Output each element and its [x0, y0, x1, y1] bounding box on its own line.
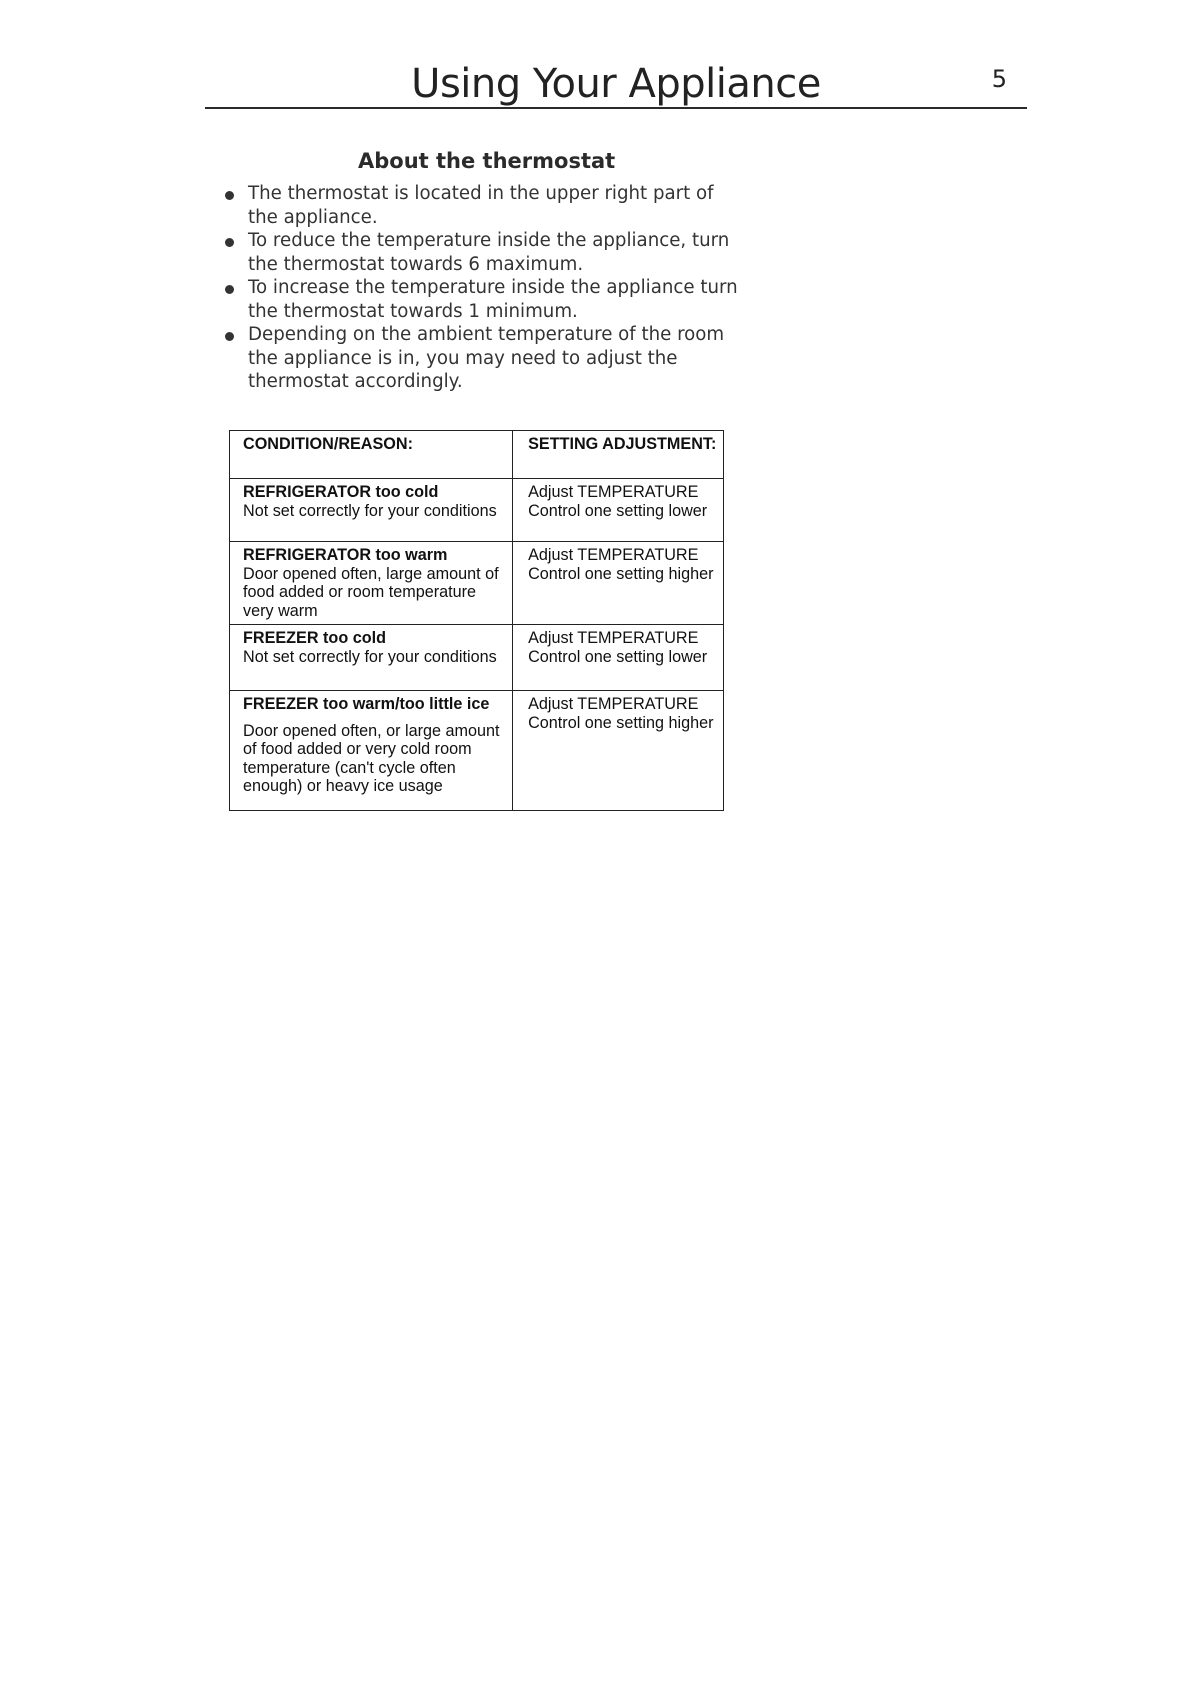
settings-table: [229, 430, 724, 811]
adjustment-cell: Adjust TEMPERATURE Control one setting lower: [513, 479, 724, 542]
bullet-dot-icon: [225, 332, 234, 341]
condition-detail: Not set correctly for your conditions: [243, 647, 497, 666]
condition-title: FREEZER too cold: [243, 629, 386, 647]
table-row: [230, 479, 724, 542]
bullet-text: Depending on the ambient temperature of the room the appliance is in, you may need to adjust the thermostat accordingly.: [248, 324, 725, 392]
bullet-text: The thermostat is located in the upper right part of the appliance.: [248, 183, 714, 228]
table-row: [230, 542, 724, 625]
adjustment-cell: Adjust TEMPERATURE Control one setting higher: [513, 542, 724, 625]
condition-detail: Door opened often, large amount of food added or room temperature very warm: [243, 564, 499, 620]
condition-cell: [230, 625, 513, 691]
bullet-dot-icon: [225, 285, 234, 294]
page-header: [205, 60, 1027, 110]
page-title: Using Your Appliance: [411, 61, 821, 107]
table-row: [230, 691, 724, 811]
bullet-item: [224, 182, 744, 229]
table-row: [230, 625, 724, 691]
condition-detail: Not set correctly for your conditions: [243, 501, 497, 520]
condition-title: REFRIGERATOR too cold: [243, 483, 439, 501]
spacer: [243, 714, 510, 722]
condition-detail: Door opened often, or large amount of food added or very cold room temperature (can't cycle often enough) or heavy ice usage: [243, 721, 500, 795]
header-condition: CONDITION/REASON:: [230, 431, 513, 479]
condition-cell: [230, 691, 513, 811]
adjustment-cell: Adjust TEMPERATURE Control one setting higher: [513, 691, 724, 811]
bullet-dot-icon: [225, 238, 234, 247]
header-adjustment: SETTING ADJUSTMENT:: [513, 431, 724, 479]
table-header-row: [230, 431, 724, 479]
bullet-dot-icon: [225, 191, 234, 200]
bullet-text: To increase the temperature inside the appliance turn the thermostat towards 1 minimum.: [248, 277, 738, 322]
bullet-text: To reduce the temperature inside the appliance, turn the thermostat towards 6 maximum.: [248, 230, 730, 275]
bullet-item: [224, 229, 744, 276]
condition-cell: [230, 542, 513, 625]
condition-title: REFRIGERATOR too warm: [243, 546, 448, 564]
page-number: 5: [991, 65, 1007, 93]
section-heading: About the thermostat: [358, 149, 616, 173]
condition-title: FREEZER too warm/too little ice: [243, 695, 490, 713]
header-rule: [205, 107, 1027, 109]
bullet-item: [224, 323, 744, 394]
adjustment-cell: Adjust TEMPERATURE Control one setting lower: [513, 625, 724, 691]
condition-cell: [230, 479, 513, 542]
bullet-item: [224, 276, 744, 323]
bullet-list: [224, 182, 744, 394]
